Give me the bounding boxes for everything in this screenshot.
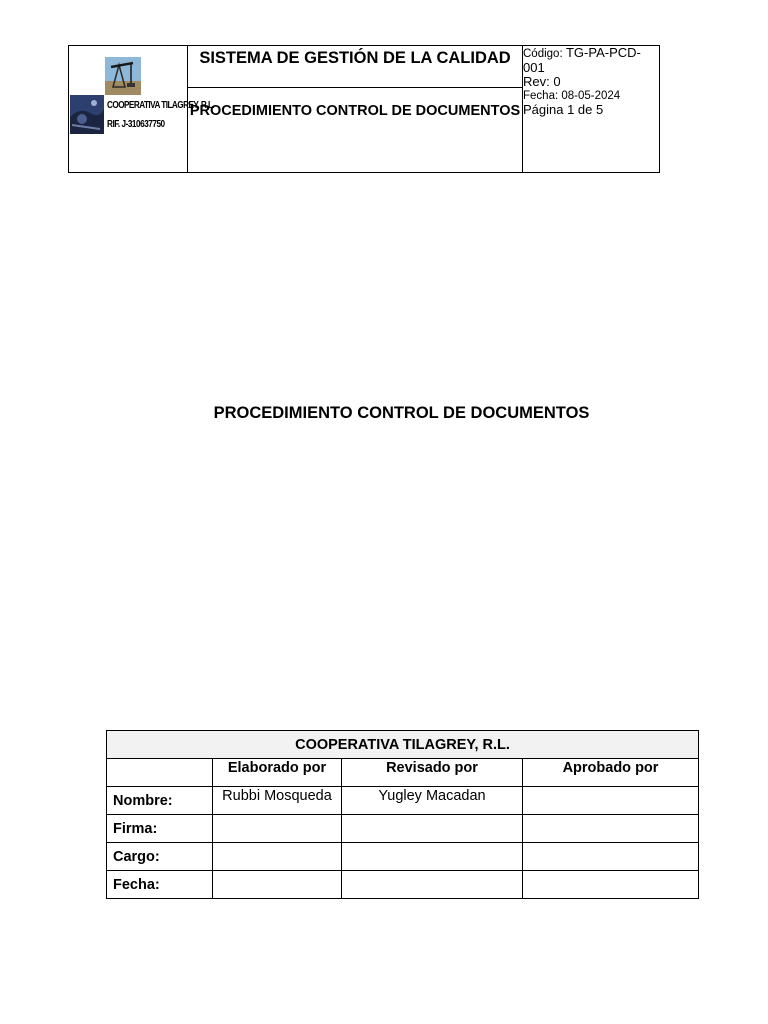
table-cell — [342, 871, 523, 899]
procedure-title: PROCEDIMIENTO CONTROL DE DOCUMENTOS — [189, 103, 521, 119]
row-label: Cargo: — [107, 843, 213, 871]
row-label: Firma: — [107, 815, 213, 843]
table-cell — [213, 843, 342, 871]
column-header: Revisado por — [342, 759, 523, 787]
table-header-row — [107, 759, 699, 787]
table-cell: Rubbi Mosqueda — [213, 787, 342, 815]
table-cell — [213, 815, 342, 843]
table-row — [107, 871, 699, 899]
code-value: TG-PA-PCD-001 — [523, 45, 641, 75]
date: Fecha: 08-05-2024 — [523, 90, 621, 102]
column-header: Elaborado por — [213, 759, 342, 787]
code-label: Código: — [523, 48, 563, 60]
table-cell — [342, 815, 523, 843]
logo-cell — [69, 46, 215, 173]
approval-table — [106, 730, 699, 899]
table-row — [107, 843, 699, 871]
logo-company-name: COOPERATIVA TILAGREY, R.L. — [107, 99, 215, 111]
system-title: SISTEMA DE GESTIÓN DE LA CALIDAD — [188, 46, 522, 88]
title-cell — [188, 46, 523, 173]
empty-header-cell — [107, 759, 213, 787]
document-title: PROCEDIMIENTO CONTROL DE DOCUMENTOS — [213, 404, 590, 422]
revision: Rev: 0 — [523, 74, 561, 89]
farm-icon — [70, 95, 104, 134]
table-cell — [213, 871, 342, 899]
table-row — [107, 815, 699, 843]
column-header: Aprobado por — [523, 759, 699, 787]
organization-name: COOPERATIVA TILAGREY, R.L. — [107, 731, 699, 759]
row-label: Fecha: — [107, 871, 213, 899]
table-cell — [342, 843, 523, 871]
company-logo — [69, 46, 215, 172]
table-cell: Yugley Macadan — [342, 787, 523, 815]
document-header — [68, 45, 660, 173]
logo-rif: RIF. J-310637750 — [107, 118, 165, 130]
table-cell — [523, 871, 699, 899]
row-label: Nombre: — [107, 787, 213, 815]
code-line — [523, 46, 659, 75]
table-cell — [523, 843, 699, 871]
table-cell — [523, 787, 699, 815]
table-cell — [523, 815, 699, 843]
oil-pump-icon — [105, 57, 141, 95]
meta-cell — [523, 46, 660, 173]
table-row — [107, 787, 699, 815]
page-number: Página 1 de 5 — [523, 102, 604, 117]
